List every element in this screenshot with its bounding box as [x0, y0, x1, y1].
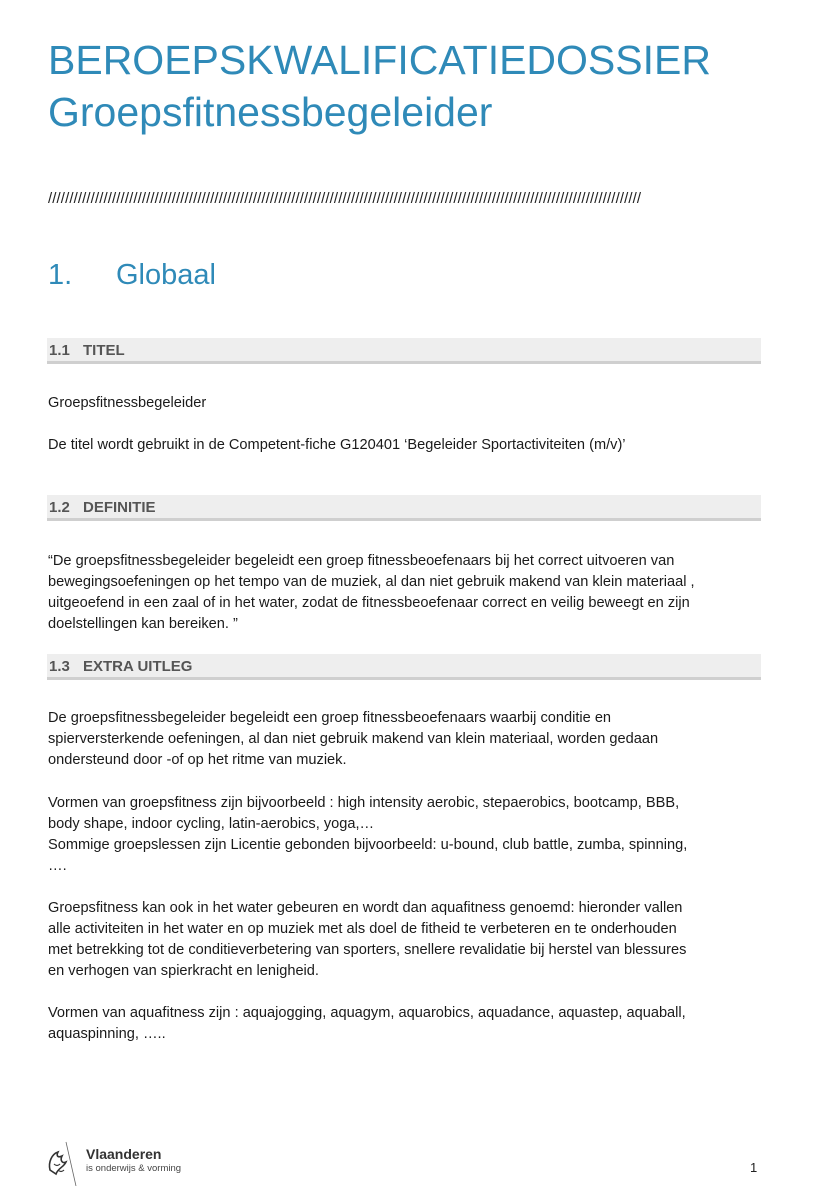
text-line: alle activiteiten in het water en op muziek met als doel de fitheid te verbeteren en te onderhouden	[48, 921, 677, 937]
vlaanderen-logo	[44, 1140, 194, 1190]
text-line: De groepsfitnessbegeleider begeleidt een groep fitnessbeoefenaars waarbij conditie en	[48, 710, 612, 726]
logo-tagline: is onderwijs & vorming	[86, 1163, 182, 1174]
text-line: spierversterkende oefeningen, al dan niet gebruik makend van klein materiaal, worden gedaan	[48, 731, 659, 747]
section-number: 1.2	[49, 499, 70, 516]
paragraph	[48, 551, 764, 635]
text-line: Vormen van aquafitness zijn : aquajogging, aquagym, aquarobics, aquadance, aquastep, aquaball,	[48, 1005, 686, 1021]
paragraph	[48, 793, 764, 877]
paragraph	[48, 1003, 764, 1045]
document-title-line-2: Groepsfitnessbegeleider	[48, 89, 493, 135]
lion-icon	[44, 1140, 80, 1186]
paragraph	[48, 898, 764, 982]
section-number: 1.1	[49, 342, 70, 359]
paragraph	[48, 435, 764, 456]
text-line: bewegingsoefeningen op het tempo van de muziek, al dan niet gebruik makend van klein materiaal ,	[48, 574, 695, 590]
page-number: 1	[750, 1160, 758, 1175]
section-title: TITEL	[83, 342, 125, 359]
document-title	[48, 34, 788, 138]
text-line: Groepsfitness kan ook in het water gebeuren en wordt dan aquafitness genoemd: hieronder vallen	[48, 900, 683, 916]
section-title: EXTRA UITLEG	[83, 658, 193, 675]
paragraph	[48, 393, 764, 414]
chapter-title: Globaal	[116, 259, 216, 291]
title-separator: ///////////////////////////////////////////////////////////////////////////////////////////////////////////////////////////////////////////	[48, 190, 642, 207]
text-line: Sommige groepslessen zijn Licentie gebonden bijvoorbeeld: u-bound, club battle, zumba, spinning,	[48, 837, 688, 853]
text-line: uitgeoefend in een zaal of in het water, zodat de fitnessbeoefenaar correct en veilig beweegt en zijn	[48, 595, 690, 611]
document-title-line-1: BEROEPSKWALIFICATIEDOSSIER	[48, 37, 711, 83]
text-line: doelstellingen kan bereiken. ”	[48, 616, 238, 632]
text-line: body shape, indoor cycling, latin-aerobics, yoga,…	[48, 816, 375, 832]
text-line: ondersteund door -of op het ritme van muziek.	[48, 752, 347, 768]
section-heading-extra-uitleg	[47, 654, 761, 680]
text-line: en verhogen van spierkracht en lenigheid.	[48, 963, 319, 979]
logo-name: Vlaanderen	[86, 1146, 162, 1162]
text-line: met betrekking tot de conditieverbetering van sporters, snellere revalidatie bij herstel van blessures	[48, 942, 687, 958]
chapter-heading	[48, 255, 216, 295]
text-line: ….	[48, 858, 67, 874]
text-line: De titel wordt gebruikt in de Competent-fiche G120401 ‘Begeleider Sportactiviteiten (m/v)’	[48, 437, 626, 453]
text-line: “De groepsfitnessbegeleider begeleidt een groep fitnessbeoefenaars bij het correct uitvoeren van	[48, 553, 675, 569]
text-line: Groepsfitnessbegeleider	[48, 395, 207, 411]
paragraph	[48, 708, 764, 771]
text-line: Vormen van groepsfitness zijn bijvoorbeeld : high intensity aerobic, stepaerobics, bootcamp, BBB,	[48, 795, 680, 811]
section-title: DEFINITIE	[83, 499, 156, 516]
section-heading-definitie	[47, 495, 761, 521]
chapter-number: 1.	[48, 259, 73, 291]
section-number: 1.3	[49, 658, 70, 675]
section-heading-titel	[47, 338, 761, 364]
text-line: aquaspinning, …..	[48, 1026, 166, 1042]
